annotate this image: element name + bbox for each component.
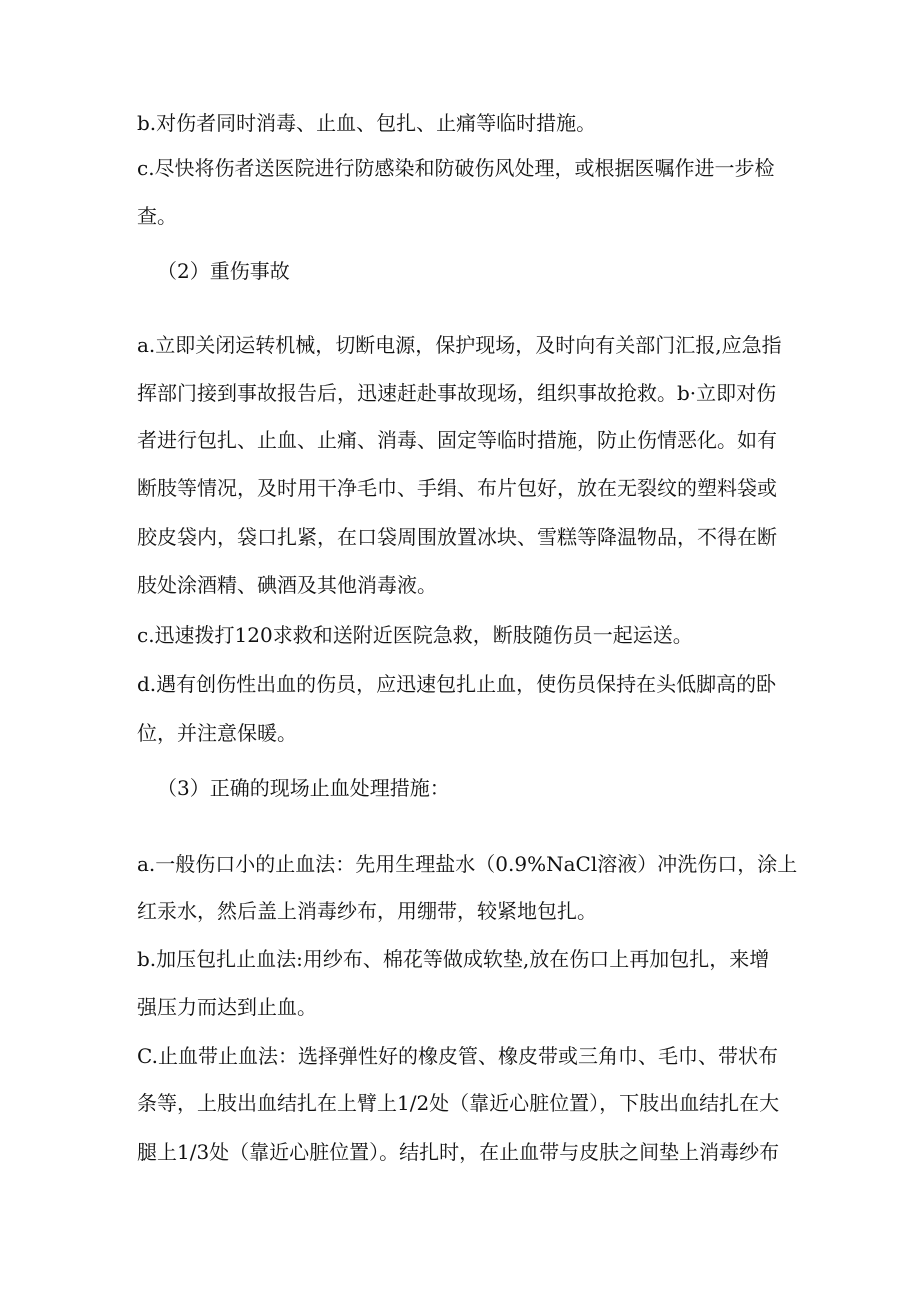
text-line: 腿上1/3处（靠近心脏位置）。结扎时，在止血带与皮肤之间垫上消毒纱布: [137, 1140, 780, 1164]
text-line: 肢处涂酒精、碘酒及其他消毒液。: [137, 573, 437, 597]
text-line: 断肢等情况，及时用干净毛巾、手绢、布片包好，放在无裂纹的塑料袋或: [137, 476, 777, 500]
text-line: b.对伤者同时消毒、止血、包扎、止痛等临时措施。: [137, 111, 597, 135]
text-line: 者进行包扎、止血、止痛、消毒、固定等临时措施，防止伤情恶化。如有: [137, 428, 777, 452]
text-line: 位，并注意保暖。: [137, 721, 297, 745]
text-line: 胶皮袋内，袋口扎紧，在口袋周围放置冰块、雪糕等降温物品，不得在断: [137, 525, 777, 549]
text-line: a.立即关闭运转机械，切断电源，保护现场，及时向有关部门汇报,应急指: [137, 333, 782, 357]
text-line: C.止血带止血法：选择弹性好的橡皮管、橡皮带或三角巾、毛巾、带状布: [137, 1044, 778, 1068]
text-line: d.遇有创伤性出血的伤员，应迅速包扎止血，使伤员保持在头低脚高的卧: [137, 672, 777, 696]
text-line: 红汞水，然后盖上消毒纱布，用绷带，较紧地包扎。: [137, 899, 597, 923]
text-line: c.尽快将伤者送医院进行防感染和防破伤风处理，或根据医嘱作进一步检: [137, 156, 775, 180]
section-heading: （3）正确的现场止血处理措施：: [157, 776, 450, 800]
text-line: 强压力而达到止血。: [137, 995, 317, 1019]
text-line: 查。: [137, 204, 177, 228]
text-line: a.一般伤口小的止血法：先用生理盐水（0.9%NaCl溶液）冲洗伤口，涂上: [137, 852, 798, 876]
section-heading: （2）重伤事故: [157, 259, 290, 283]
text-line: c.迅速拨打120求救和送附近医院急救，断肢随伤员一起运送。: [137, 623, 693, 647]
text-line: 挥部门接到事故报告后，迅速赶赴事故现场，组织事故抢救。b·立即对伤: [137, 381, 777, 405]
text-line: 条等，上肢出血结扎在上臂上1/2处（靠近心脏位置），下肢出血结扎在大: [137, 1091, 780, 1115]
text-line: b.加压包扎止血法:用纱布、棉花等做成软垫,放在伤口上再加包扎，来增: [137, 947, 770, 971]
